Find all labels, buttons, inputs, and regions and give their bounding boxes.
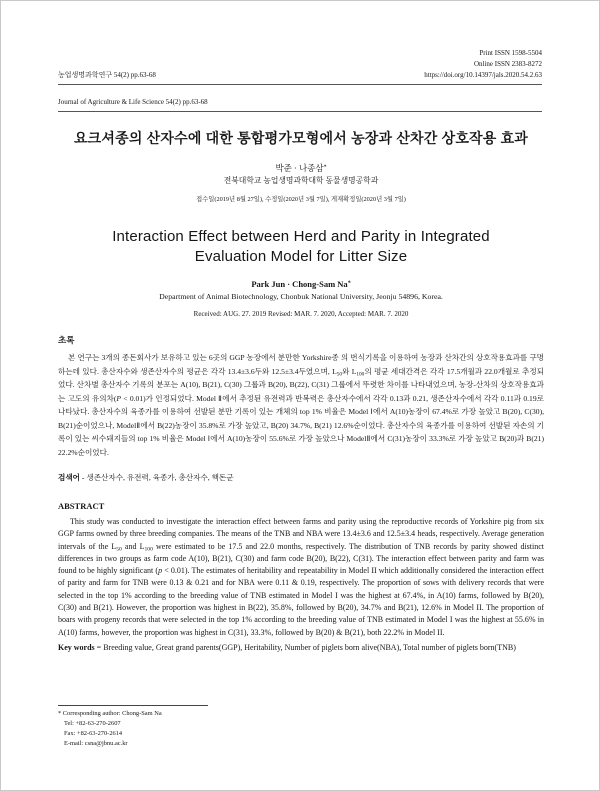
- journal-english-citation: Journal of Agriculture & Life Science 54(2) pp.63-68: [58, 98, 208, 106]
- subscript-text: 50: [116, 545, 122, 552]
- footnote-rule: [58, 705, 208, 706]
- korean-keywords-separator: -: [81, 473, 85, 482]
- running-header: [58, 70, 542, 80]
- korean-dates: 접수일(2019년 8월 27일), 수정일(2020년 3월 7일), 게재확정일(2020년 3월 7일): [196, 196, 406, 203]
- subscript-text: 100: [356, 370, 365, 377]
- corresponding-mark: *: [347, 280, 351, 287]
- english-keywords-list: Breeding value, Great grand parents(GGP), Heritability, Number of piglets born alive(NBA), Total number of piglets born(TNB): [103, 642, 516, 652]
- english-keywords: [58, 642, 544, 654]
- english-abstract-body: This study was conducted to investigate the interaction effect between farms and parity using the reproductive records of Yorkshire pig from six GGP farms owned by three breeding companies. The means of the TNB and NBA were 13.4±3.6 and 12.5±3.4 heads, respectively. Average generation intervals of the $L_{50}$ and $L_{100}$ were estimated to be 17.5 and 22.0 months, respectively. The distribution of TNB records by parity showed distinct differences in two groups as farm code A(10), B(21), C(30) and farm code B(20), B(22), C(31). The interaction effect between parity and farm was found to be highly significant (p < 0.01). The estimates of heritability and repeatability in Model II which additionally considered the interaction effect of parity and farm for TNB were 0.13 & 0.21 and for NBA were 0.11 & 0.19, respectively. The proportion of sows with delivery records that were selected in the top 1% according to the breeding value of TNB estimated in Model I was the highest at 67.4%, in A(10) farms, followed by B(20), C(30) and B(21). However, the proportion was highest in B(22), 35.8%, followed by B(20), 34.7% and B(21), 12.6% in Model II. The proportion of boars with progeny records that were selected in the top 1% according to the breeding value of TNB estimated in Model I was the highest at 55.6% in A(10) farms, however, the proportion was highest in C(31), 33.3%, followed by B(20) & B(21), both 22.2% in Model II.: [58, 517, 545, 637]
- korean-keywords: [58, 472, 544, 484]
- journal-korean-citation: 농업생명과학연구 54(2) pp.63-68: [58, 71, 156, 79]
- italic-text: p: [158, 566, 163, 576]
- footnote-corresponding-author: * Corresponding author: Chong-Sam Na: [58, 710, 162, 717]
- english-keywords-separator: =: [96, 642, 102, 652]
- korean-title: 요크셔종의 산자수에 대한 통합평가모형에서 농장과 산차간 상호작용 효과: [73, 130, 529, 146]
- footnote-email[interactable]: E-mail: csna@jbnu.ac.kr: [64, 740, 128, 747]
- korean-authors: [58, 162, 544, 174]
- doi-link[interactable]: https://doi.org/10.14397/jals.2020.54.2.63: [424, 71, 542, 79]
- english-authors: [58, 278, 544, 290]
- footnote-fax: Fax: +82-63-270-2614: [64, 730, 123, 737]
- korean-keywords-list: 생존산자수, 유전력, 육종가, 총산자수, 핵돈군: [86, 473, 234, 482]
- english-keywords-label: Key words: [58, 642, 95, 652]
- subscript-text: 100: [144, 545, 153, 552]
- korean-keywords-label: 검색어: [58, 473, 81, 482]
- subscript-text: 50: [336, 370, 343, 377]
- print-issn: Print ISSN 1598-5504: [479, 49, 542, 57]
- english-title-line-1: Interaction Effect between Herd and Parity in Integrated: [112, 228, 490, 245]
- korean-abstract-body: 본 연구는 3개의 종돈회사가 보유하고 있는 6곳의 GGP 농장에서 분만한 Yorkshire종 의 번식기록을 이용하여 농장과 산차간의 상호작용효과를 구명하는데 있다. 총산자수와 생존산자수의 평균은 각각 13.4±3.6두와 12.5±3.4두였으며, $L_{50}$와 $L_{100}$의 평균 세대간격은 각각 17.5개월과 22.0개월로 추정되었다. 산차별 총산자수 기록의 분포는 A(10), B(21), C(30) 그룹과 B(20), B(22), C(31) 그룹에서 뚜렷한 차이를 나타내었으며, 농장-산차의 상호작용효과는 고도의 유의차(P < 0.01)가 인정되었다. Model Ⅱ에서 추정된 유전력과 반복력은 총산자수에서 각각 0.13과 0.21, 생존산자수에서 각각 0.11과 0.19로 나타났다. 총산자수의 육종가를 이용하여 선발된 분만 기록이 있는 개체의 top 1% 비율은 Model Ⅰ에서 A(10)농장이 67.4%로 가장 높았고 B(20), C(30), B(21)순이었으나, ModelⅡ에서 B(22)농장이 35.8%로 가장 높았고, B(20) 34.7%, B(21) 12.6%순이었다. 총산자수의 육종가를 이용하여 선발된 자손의 기록이 있는 씨수돼지들의 top 1% 비율은 Model Ⅰ에서 A(10)농장이 55.6%로 가장 높았으나 ModelⅡ에서 C(31)농장이 33.3%로 가장 높았고 B(20)과 B(21) 22.2%순이었다.: [58, 353, 545, 457]
- english-title: [58, 227, 544, 267]
- english-abstract-heading: ABSTRACT: [58, 501, 105, 511]
- corresponding-footnote: [58, 709, 162, 749]
- english-dates: Received: AUG. 27. 2019 Revised: MAR. 7. 2020, Accepted: MAR. 7. 2020: [193, 310, 409, 318]
- article-front-matter: [58, 127, 544, 654]
- online-issn: Online ISSN 2383-8272: [473, 60, 542, 68]
- korean-affiliation: 전북대학교 농업생명과학대학 동물생명공학과: [223, 176, 379, 185]
- header-rule-top: [58, 84, 542, 85]
- english-author-names: Park Jun · Chong-Sam Na: [251, 279, 348, 289]
- italic-text: P: [116, 393, 122, 403]
- corresponding-mark: *: [323, 164, 327, 171]
- english-affiliation: Department of Animal Biotechnology, Chonbuk National University, Jeonju 54896, Korea.: [159, 292, 443, 301]
- header-rule-bottom: [58, 111, 542, 112]
- english-title-line-2: Evaluation Model for Litter Size: [194, 248, 408, 265]
- korean-abstract-heading: 초록: [58, 335, 75, 345]
- korean-author-names: 박준 · 나종삼: [275, 163, 324, 173]
- footnote-tel: Tel: +82-63-270-2607: [64, 720, 121, 727]
